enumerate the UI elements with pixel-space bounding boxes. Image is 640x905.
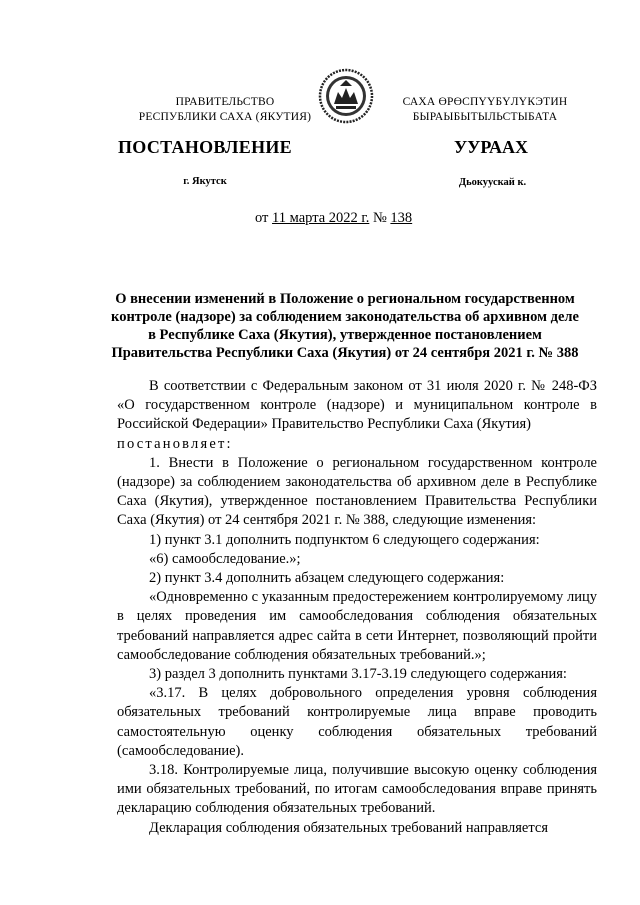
government-line-2-sakha: БЫРАЫБЫТЫЛЬСТЫБАТА (412, 111, 558, 123)
document-body (117, 377, 597, 838)
title-line-3: в Республике Саха (Якутия), утвержденное постановлением (148, 327, 542, 343)
document-date: 11 марта 2022 г. (272, 210, 370, 226)
government-name-sakha (390, 95, 580, 125)
paragraph-item-1: 1. Внести в Положение о региональном государственном контроле (надзоре) за соблюдением законодательства об архивном деле в Республике Саха (Якутия), утвержденное постановлением Правительства Республики Саха (Якутия) от 24 сентября 2021 г. № 388, следующие изменения: (117, 454, 597, 529)
document-title (100, 290, 590, 362)
document-type-ru: ПОСТАНОВЛЕНИЕ (118, 137, 292, 157)
government-line-1: ПРАВИТЕЛЬСТВО (175, 96, 275, 108)
paragraph-declaration: Декларация соблюдения обязательных требований направляется (149, 819, 548, 836)
paragraph-quote-1: «6) самообследование.»; (149, 550, 301, 567)
preamble-text: В соответствии с Федеральным законом от 31 июля 2020 г. № 248-ФЗ «О государственном контроле (надзоре) и муниципальном контроле в Российской Федерации» Правительство Республики Саха (Якутия) (117, 378, 597, 433)
paragraph-subitem-2: 2) пункт 3.4 дополнить абзацем следующего содержания: (149, 570, 505, 587)
preamble-paragraph (117, 377, 597, 454)
city-ru: г. Якутск (183, 176, 227, 187)
title-line-1: О внесении изменений в Положение о региональном государственном (115, 291, 575, 307)
government-line-1-sakha: САХА ӨРӨСПҮҮБҮЛҮКЭТИН (402, 96, 568, 108)
city-sakha: Дьокуускай к. (458, 177, 527, 188)
date-prefix: от (255, 210, 273, 226)
paragraph-subitem-3: 3) раздел 3 дополнить пунктами 3.17-3.19 следующего содержания: (149, 666, 567, 683)
number-label: № (369, 210, 391, 226)
government-name-ru (138, 95, 312, 125)
paragraph-3-17: «3.17. В целях добровольного определения уровня соблюдения обязательных требований контролируемые лица вправе проводить самостоятельную оценку соблюдения обязательных требований (самообследование). (117, 685, 597, 759)
document-type-sakha: УУРААХ (453, 137, 529, 157)
paragraph-quote-2: «Одновременно с указанным предостережением контролируемому лицу в целях проведения им самообследования соблюдения обязательных требований направляется адрес сайта в сети Интернет, позволяющий пройти самообследование соблюдения обязательных требований.»; (117, 589, 597, 663)
document-number: 138 (390, 210, 413, 226)
decree-word: постановляет: (117, 435, 233, 452)
paragraph-subitem-1: 1) пункт 3.1 дополнить подпунктом 6 следующего содержания: (149, 531, 540, 548)
paragraph-3-18: 3.18. Контролируемые лица, получившие высокую оценку соблюдения ими обязательных требований, по итогам самообследования вправе принять декларацию соблюдения обязательных требований. (117, 762, 597, 817)
coat-of-arms-emblem (318, 68, 374, 124)
government-line-2: РЕСПУБЛИКИ САХА (ЯКУТИЯ) (138, 111, 312, 123)
title-line-2: контроле (надзоре) за соблюдением законодательства об архивном деле (111, 309, 579, 325)
title-line-4: Правительства Республики Саха (Якутия) от 24 сентября 2021 г. № 388 (111, 345, 579, 361)
date-line (255, 210, 412, 227)
